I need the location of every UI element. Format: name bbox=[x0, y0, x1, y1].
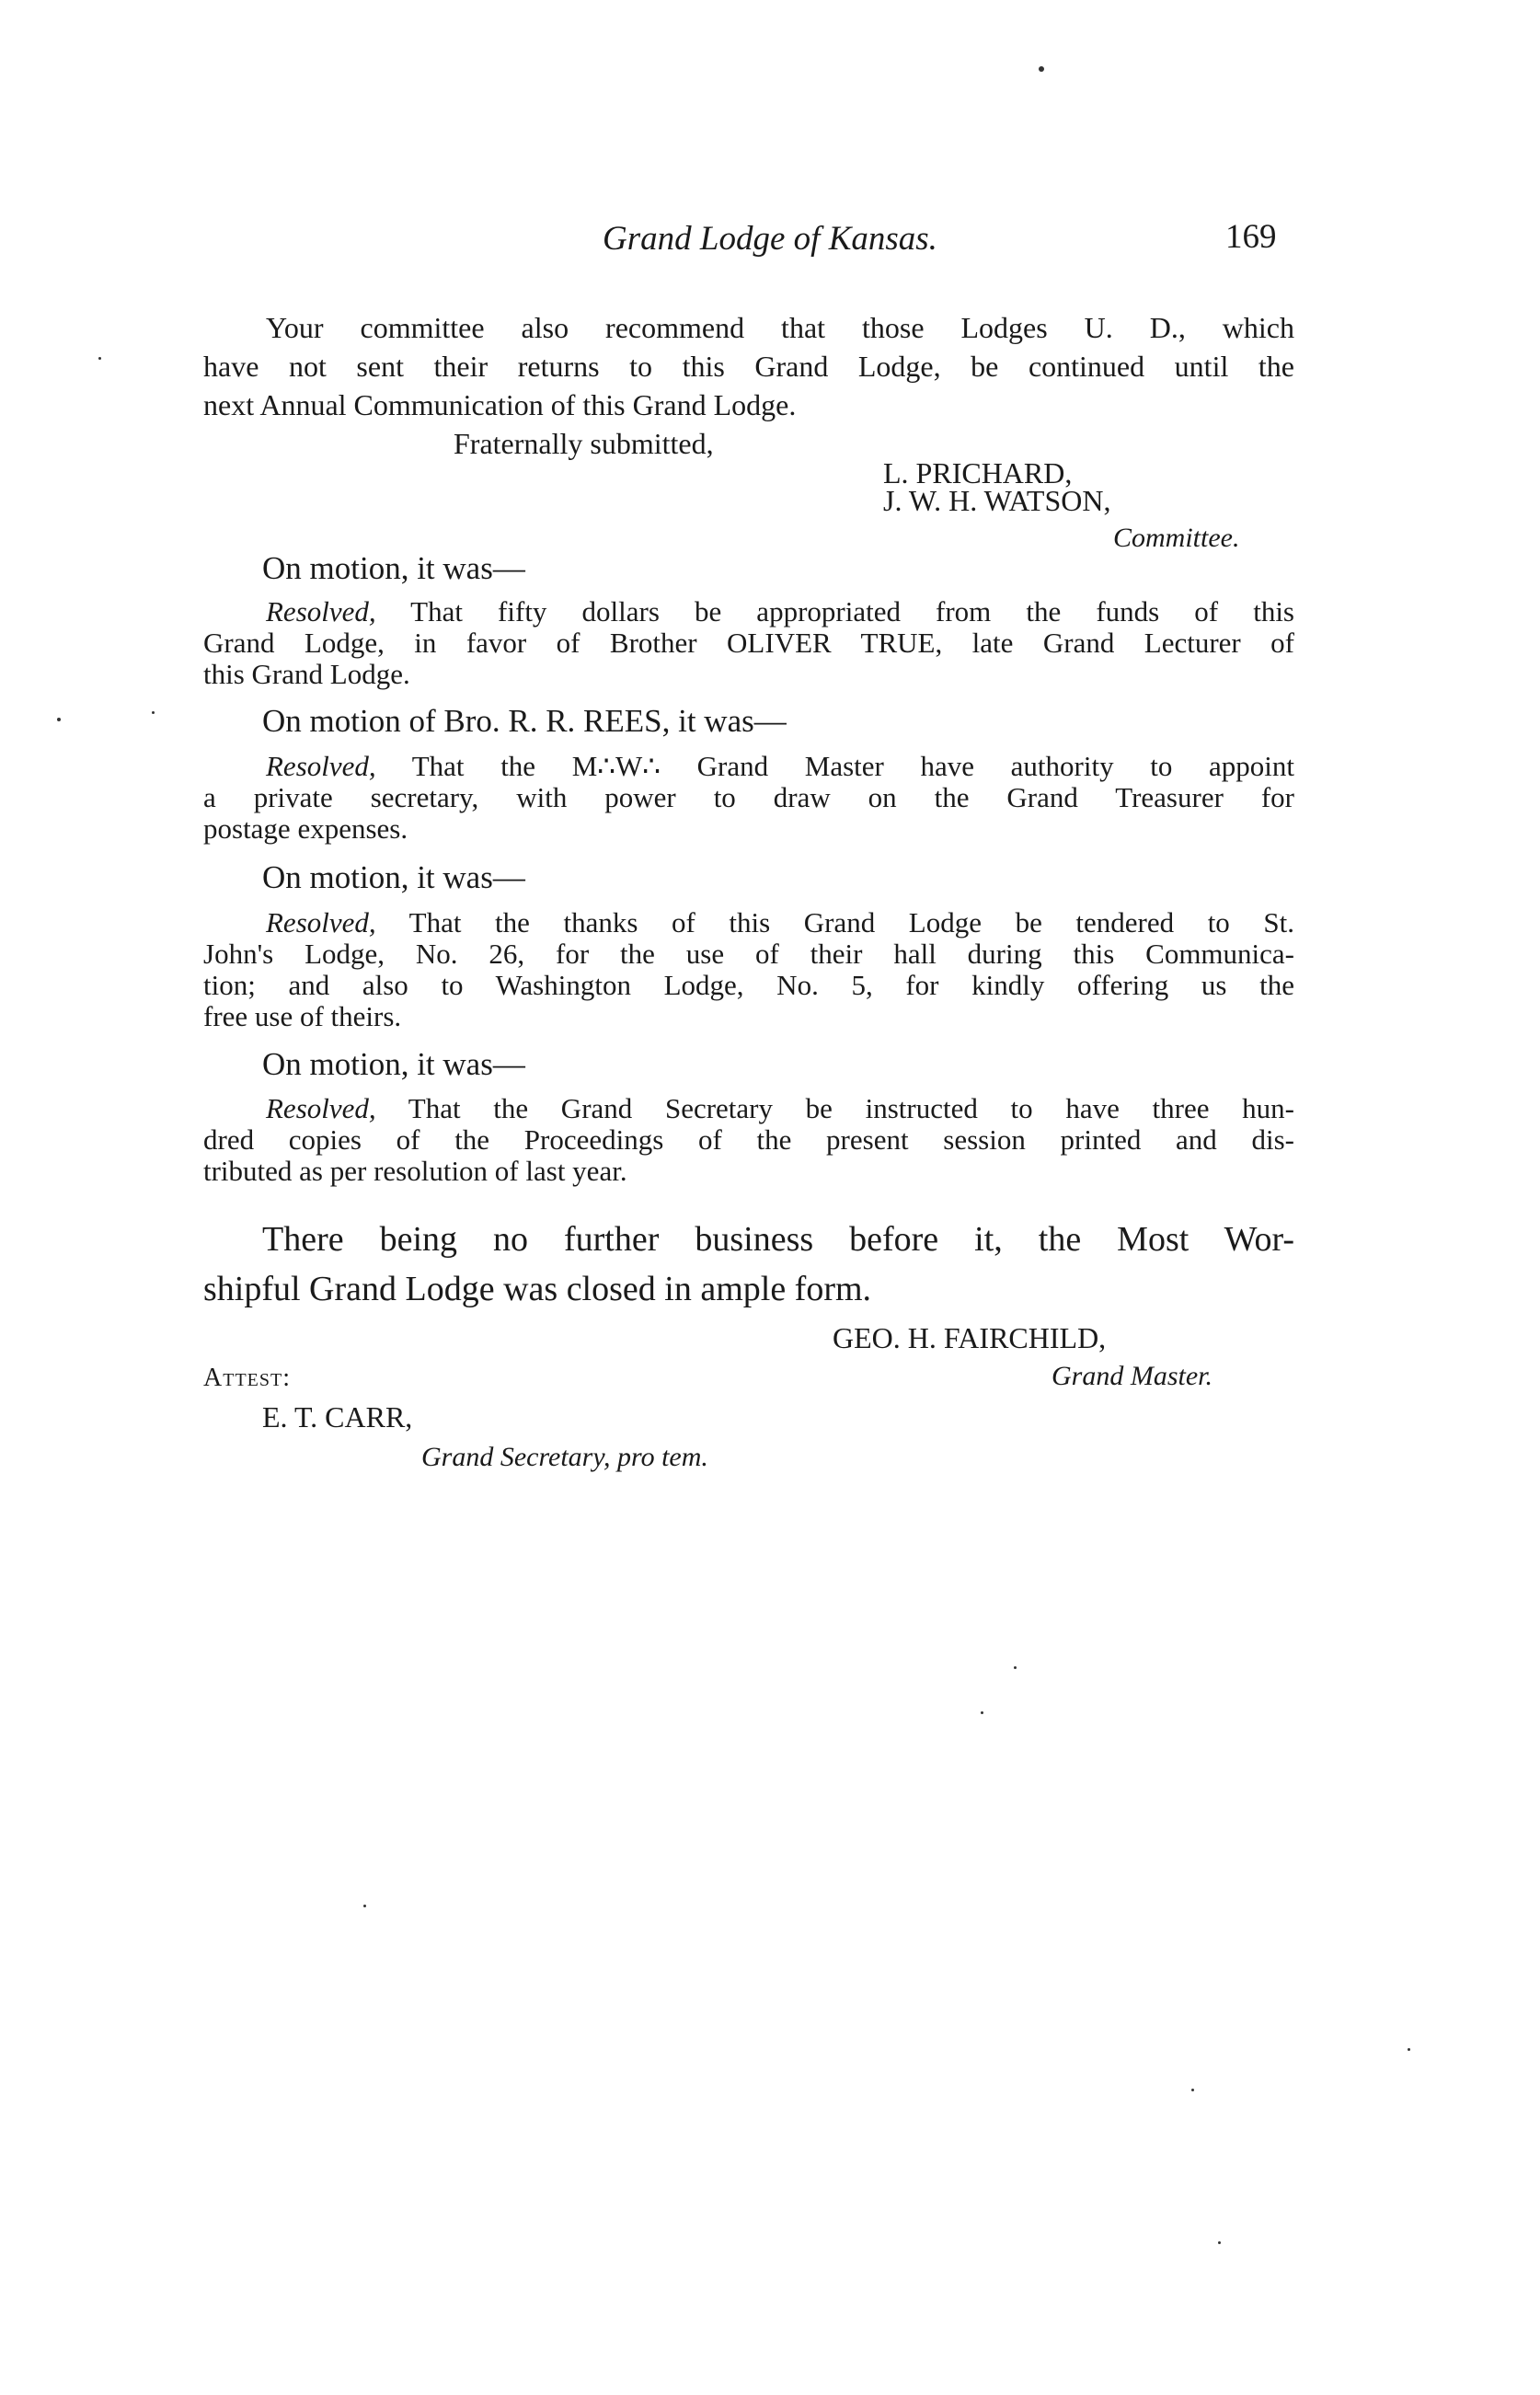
scan-speck bbox=[1039, 66, 1044, 72]
text-line: That the M∴W∴ Grand Master have authority to appoint bbox=[411, 750, 1294, 782]
resolution-paragraph bbox=[203, 596, 1294, 690]
motion-intro: On motion of Bro. R. R. REES, it was— bbox=[262, 703, 787, 739]
grand-master-title: Grand Master. bbox=[1052, 1361, 1213, 1391]
scan-speck bbox=[152, 711, 155, 714]
text-line: this Grand Lodge. bbox=[203, 658, 410, 690]
motion-intro: On motion, it was— bbox=[262, 550, 525, 586]
scan-speck bbox=[1408, 2048, 1410, 2051]
scan-speck bbox=[1191, 2089, 1194, 2091]
motion-intro: On motion, it was— bbox=[262, 1046, 525, 1082]
grand-master-name: GEO. H. FAIRCHILD, bbox=[833, 1321, 1107, 1354]
text-line: Grand Lodge, in favor of Brother OLIVER TRUE, late Grand Lecturer of bbox=[203, 627, 1294, 659]
scan-speck bbox=[98, 357, 101, 360]
motion-intro: On motion, it was— bbox=[262, 859, 525, 895]
text-line: dred copies of the Proceedings of the present session printed and dis- bbox=[203, 1123, 1294, 1156]
committee-report-paragraph bbox=[203, 308, 1294, 424]
text-line: tributed as per resolution of last year. bbox=[203, 1155, 627, 1187]
text-line: a private secretary, with power to draw on the Grand Treasurer for bbox=[203, 781, 1294, 813]
scan-speck bbox=[57, 718, 61, 721]
text-line: That fifty dollars be appropriated from the funds of this bbox=[410, 595, 1294, 628]
text-line: That the thanks of this Grand Lodge be tendered to St. bbox=[408, 906, 1294, 938]
text-line: have not sent their returns to this Grand Lodge, be continued until the bbox=[203, 350, 1294, 383]
resolved-label: Resolved, bbox=[266, 906, 376, 938]
page-number: 169 bbox=[1225, 218, 1277, 256]
resolution-paragraph bbox=[203, 907, 1294, 1032]
resolution-paragraph bbox=[203, 1093, 1294, 1187]
text-line: Your committee also recommend that those Lodges U. D., which bbox=[266, 311, 1294, 344]
scan-speck bbox=[1014, 1666, 1017, 1669]
running-header-title: Grand Lodge of Kansas. bbox=[603, 220, 937, 258]
text-line: free use of theirs. bbox=[203, 1000, 402, 1032]
scan-speck bbox=[363, 1905, 366, 1907]
text-line: next Annual Communication of this Grand Lodge. bbox=[203, 388, 797, 421]
signatory-name: L. PRICHARD, bbox=[883, 456, 1073, 489]
text-line: John's Lodge, No. 26, for the use of their hall during this Communica- bbox=[203, 938, 1294, 970]
resolved-label: Resolved, bbox=[266, 750, 376, 782]
secretary-name: E. T. CARR, bbox=[262, 1400, 413, 1434]
text-line: That the Grand Secretary be instructed to have three hun- bbox=[408, 1092, 1294, 1124]
text-line: shipful Grand Lodge was closed in ample form. bbox=[203, 1270, 872, 1308]
closing-salutation: Fraternally submitted, bbox=[454, 427, 714, 460]
text-line: postage expenses. bbox=[203, 812, 408, 845]
secretary-title: Grand Secretary, pro tem. bbox=[421, 1442, 708, 1472]
scan-speck bbox=[1218, 2241, 1221, 2244]
closing-paragraph bbox=[203, 1215, 1294, 1314]
resolution-paragraph bbox=[203, 751, 1294, 845]
attest-label: Attest: bbox=[203, 1364, 291, 1392]
signatory-title: Committee. bbox=[1113, 523, 1240, 553]
text-line: There being no further business before it, the Most Wor- bbox=[262, 1220, 1294, 1259]
text-line: tion; and also to Washington Lodge, No. 5, for kindly offering us the bbox=[203, 969, 1294, 1001]
resolved-label: Resolved, bbox=[266, 1092, 376, 1124]
scan-speck bbox=[981, 1711, 983, 1714]
resolved-label: Resolved, bbox=[266, 595, 376, 628]
signatory-name: J. W. H. WATSON, bbox=[883, 484, 1111, 517]
